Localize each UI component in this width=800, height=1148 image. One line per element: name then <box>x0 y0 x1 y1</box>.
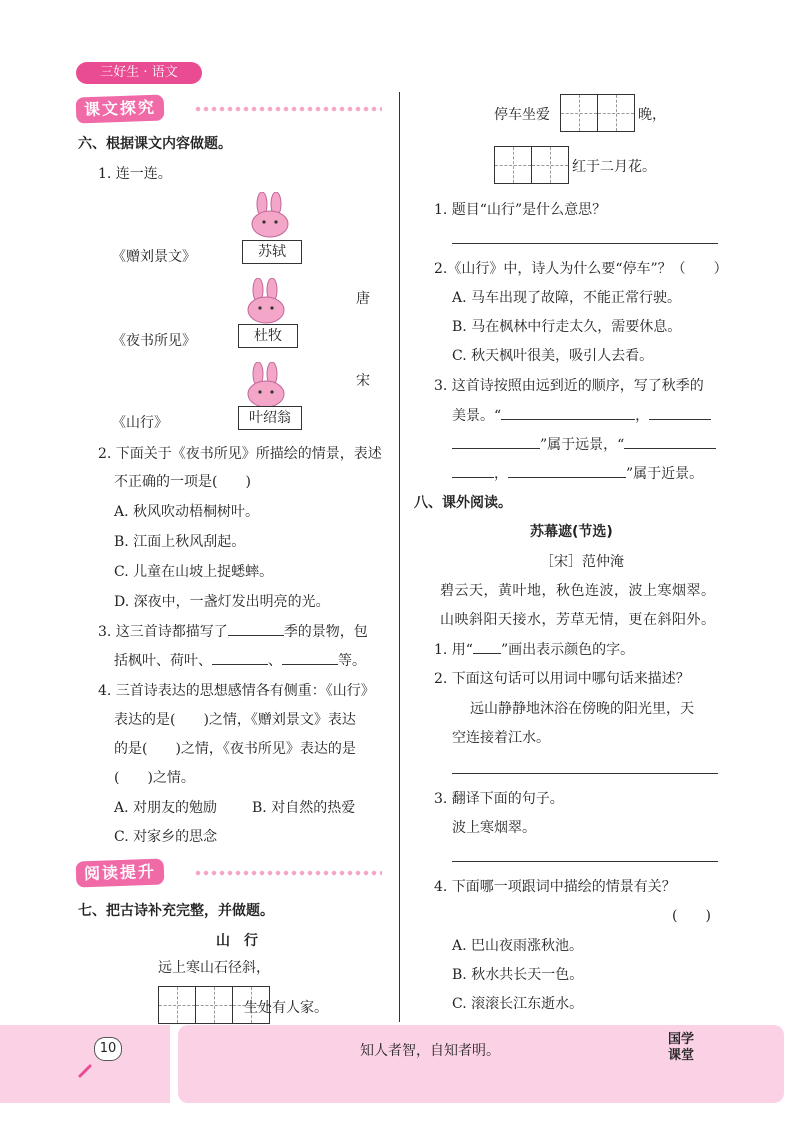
text: ”画出表示颜色的字。 <box>500 642 635 658</box>
answer-blank[interactable] <box>452 434 540 449</box>
option: C. 儿童在山坡上捉蟋蟀。 <box>114 564 274 580</box>
answer-blank[interactable] <box>452 463 494 478</box>
q7-s3-line1: 3. 这首诗按照由远到近的顺序，写了秋季的 <box>434 378 704 394</box>
rabbit-icon <box>240 192 300 238</box>
answer-blank[interactable] <box>649 405 711 420</box>
grid-cell[interactable] <box>495 147 532 183</box>
answer-blank[interactable] <box>473 639 501 654</box>
text: ”属于近景。 <box>626 466 704 482</box>
poem-line: 生处有人家。 <box>244 1000 328 1016</box>
grid-cell[interactable] <box>159 987 196 1023</box>
banner-dots <box>194 870 382 876</box>
footer-quote: 知人者智，自知者明。 <box>360 1043 500 1059</box>
answer-line[interactable] <box>452 242 718 244</box>
q6-s2-line1: 2. 下面关于《夜书所见》所描绘的情景，表述 <box>98 446 382 462</box>
poem-line: 红于二月花。 <box>572 159 656 175</box>
quote-line: 空连接着江水。 <box>452 730 550 746</box>
banner-label: 课文探究 <box>76 94 165 123</box>
grid-cell[interactable] <box>598 95 634 131</box>
q6-s4-line: 4. 三首诗表达的思想感情各有侧重：《山行》 <box>98 683 375 699</box>
grid-cell[interactable] <box>532 147 568 183</box>
answer-paren[interactable]: ( ) <box>672 908 711 924</box>
dynasty-label: 唐 <box>356 291 370 307</box>
answer-blank[interactable] <box>282 650 338 665</box>
poem-title: 山 行 <box>216 933 258 949</box>
rabbit-icon <box>236 362 296 408</box>
q6-s3-line2 <box>114 650 366 670</box>
poem-title: 《夜书所见》 <box>112 333 196 349</box>
option: B. 秋水共长天一色。 <box>452 967 584 983</box>
text: 美景。“ <box>452 408 502 424</box>
column-divider <box>399 92 400 1022</box>
footer-label <box>668 1032 694 1064</box>
option: B. 对自然的热爱 <box>252 800 356 816</box>
text: ， <box>494 466 508 482</box>
option: B. 江面上秋风刮起。 <box>114 534 246 550</box>
section-banner-explore <box>76 96 382 122</box>
poet-name-box: 叶绍翁 <box>238 406 302 430</box>
poem-verse: 山映斜阳天接水，芳草无情，更在斜阳外。 <box>440 612 716 628</box>
option: A. 秋风吹动梧桐树叶。 <box>114 504 260 520</box>
option: D. 深夜中，一盏灯发出明亮的光。 <box>114 594 330 610</box>
rabbit-icon <box>236 278 296 324</box>
grid-cell[interactable] <box>561 95 598 131</box>
q8-s4: 4. 下面哪一项跟词中描绘的情景有关？ <box>434 879 676 895</box>
option: C. 滚滚长江东逝水。 <box>452 996 584 1012</box>
q6-s1: 1. 连一连。 <box>98 166 172 182</box>
answer-line[interactable] <box>452 860 718 862</box>
text: 、 <box>268 653 282 669</box>
q6-s4-line: ( )之情。 <box>114 770 195 786</box>
q6-title: 六、根据课文内容做题。 <box>78 136 232 152</box>
q7-s3-line2 <box>452 405 711 425</box>
label-top: 国学 <box>668 1032 695 1047</box>
poem-line: 晚， <box>638 107 666 123</box>
q7-s3-line4 <box>452 463 703 483</box>
q7-s2: 2.《山行》中，诗人为什么要“停车”？（ ） <box>434 261 728 277</box>
grid-cell[interactable] <box>196 987 233 1023</box>
text: 等。 <box>338 653 366 669</box>
poem-line: 远上寒山石径斜， <box>158 960 270 976</box>
label-bottom: 课堂 <box>668 1048 695 1063</box>
banner-label: 阅读提升 <box>76 858 165 887</box>
quote-line: 远山静静地沐浴在傍晚的阳光里，天 <box>470 701 694 717</box>
q6-s4-line: 的是( )之情，《夜书所见》表达的是 <box>114 741 356 757</box>
page-number: 10 <box>94 1037 122 1061</box>
text: 括枫叶、荷叶、 <box>114 653 212 669</box>
poem-author: ［宋］范仲淹 <box>540 554 624 570</box>
option: C. 对家乡的思念 <box>114 829 218 845</box>
answer-blank[interactable] <box>228 621 284 636</box>
text: 季的景物，包 <box>283 624 368 640</box>
char-grid[interactable] <box>560 94 635 132</box>
poet-name-box: 杜牧 <box>238 324 298 348</box>
option: B. 马在枫林中行走太久，需要休息。 <box>452 319 682 335</box>
quote-line: 波上寒烟翠。 <box>452 820 536 836</box>
text: 1. 用“ <box>434 642 473 658</box>
magnifier-icon <box>78 1056 102 1078</box>
poet-name-box: 苏轼 <box>242 240 302 264</box>
q6-s2-line2: 不正确的一项是( ) <box>114 474 251 490</box>
char-grid[interactable] <box>494 146 569 184</box>
option: C. 秋天枫叶很美，吸引人去看。 <box>452 348 654 364</box>
q6-s4-line: 表达的是( )之情，《赠刘景文》表达 <box>114 712 356 728</box>
answer-blank[interactable] <box>501 405 635 420</box>
poem-verse: 碧云天，黄叶地，秋色连波，波上寒烟翠。 <box>440 583 716 599</box>
text: ”属于远景，“ <box>540 437 625 453</box>
q8-s1 <box>434 639 634 659</box>
option: A. 巴山夜雨涨秋池。 <box>452 938 584 954</box>
q8-title: 八、课外阅读。 <box>414 495 512 511</box>
poem-title: 苏幕遮(节选) <box>530 524 613 540</box>
text: ， <box>635 408 650 424</box>
dynasty-label: 宋 <box>356 373 370 389</box>
q6-s3-line1 <box>98 621 368 641</box>
section-banner-reading <box>76 860 382 886</box>
poem-title: 《赠刘景文》 <box>112 249 196 265</box>
q8-s2: 2. 下面这句话可以用词中哪句话来描述？ <box>434 671 690 687</box>
q7-s1: 1. 题目“山行”是什么意思？ <box>434 202 607 218</box>
answer-line[interactable] <box>452 772 718 774</box>
poem-line: 停车坐爱 <box>494 107 550 123</box>
answer-blank[interactable] <box>624 434 716 449</box>
q7-title: 七、把古诗补充完整，并做题。 <box>78 903 274 919</box>
book-series-tag: 三好生 · 语文 <box>76 62 202 84</box>
q8-s3: 3. 翻译下面的句子。 <box>434 791 564 807</box>
answer-blank[interactable] <box>508 463 626 478</box>
banner-dots <box>194 106 382 112</box>
text: 3. 这三首诗都描写了 <box>98 624 228 640</box>
poem-title: 《山行》 <box>112 415 168 431</box>
answer-blank[interactable] <box>212 650 268 665</box>
option: A. 对朋友的勉励 <box>114 800 218 816</box>
option: A. 马车出现了故障，不能正常行驶。 <box>452 290 682 306</box>
q7-s3-line3 <box>452 434 716 454</box>
